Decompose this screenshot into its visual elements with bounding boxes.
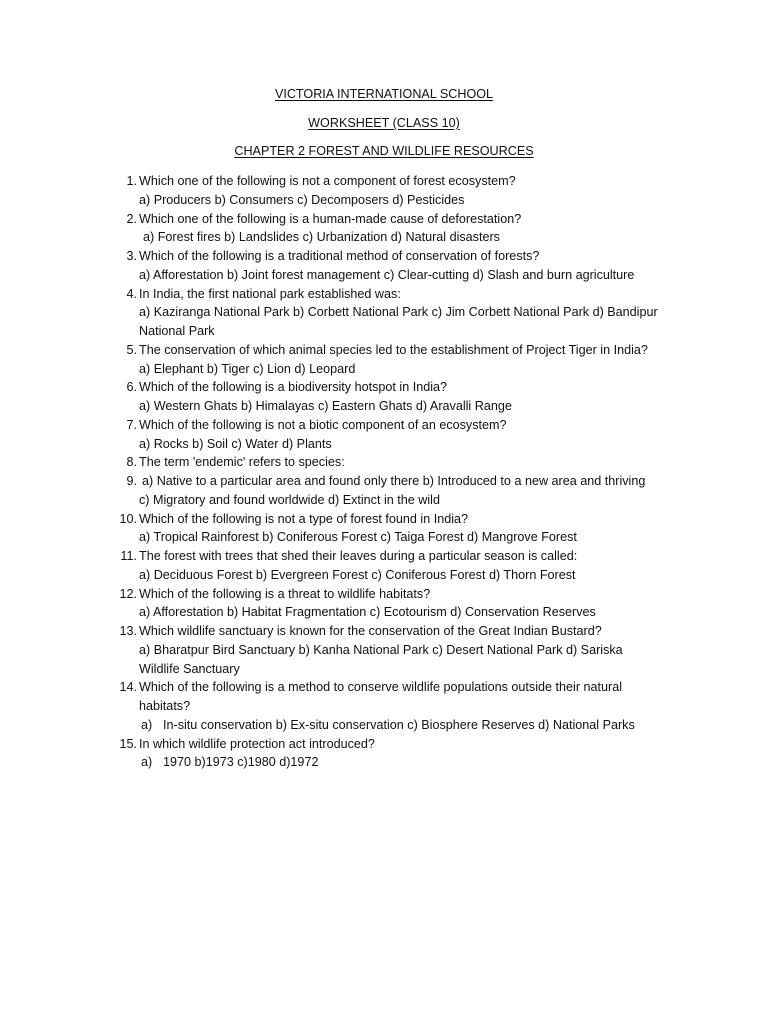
question-number: 7.	[126, 417, 137, 432]
options-text: a) Afforestation b) Habitat Fragmentation c) Ecotourism d) Conservation Reserves	[139, 605, 596, 620]
options-text: a) Kaziranga National Park b) Corbett National Park c) Jim Corbett National Park d) Bandipur	[139, 305, 658, 320]
question-options	[0, 753, 768, 772]
options-text: a) Producers b) Consumers c) Decomposers d) Pesticides	[139, 192, 465, 207]
worksheet-title: WORKSHEET (CLASS 10)	[308, 116, 460, 130]
question-number: 1.	[126, 174, 137, 188]
question-10	[0, 510, 768, 529]
question-text: Which wildlife sanctuary is known for the conservation of the Great Indian Bustard?	[139, 624, 602, 638]
options-text: a) Rocks b) Soil c) Water d) Plants	[139, 436, 332, 451]
question-11	[0, 547, 768, 566]
question-options	[0, 228, 768, 247]
options-text: a) Afforestation b) Joint forest management c) Clear-cutting d) Slash and burn agriculture	[139, 267, 635, 282]
question-13	[0, 622, 768, 641]
question-options	[0, 360, 768, 379]
question-number: 12.	[119, 586, 137, 601]
question-5	[0, 341, 768, 360]
question-text: The term 'endemic' refers to species:	[139, 455, 345, 470]
options-text: a) Elephant b) Tiger c) Lion d) Leopard	[139, 361, 356, 376]
question-options	[0, 641, 768, 660]
question-number: 3.	[126, 249, 137, 263]
question-7	[0, 416, 768, 435]
question-options	[0, 191, 768, 210]
question-1	[0, 172, 768, 191]
question-number: 5.	[126, 342, 137, 357]
question-text: Which of the following is a biodiversity hotspot in India?	[139, 380, 448, 395]
question-options	[0, 266, 768, 285]
question-text: Which one of the following is not a component of forest ecosystem?	[139, 174, 516, 188]
school-name: VICTORIA INTERNATIONAL SCHOOL	[274, 87, 494, 101]
question-12	[0, 585, 768, 604]
options-text: a) Western Ghats b) Himalayas c) Eastern Ghats d) Aravalli Range	[139, 399, 512, 413]
question-options	[0, 566, 768, 585]
options-text: National Park	[139, 324, 215, 338]
option-marker: a)	[141, 755, 153, 770]
question-14	[0, 678, 768, 697]
question-2	[0, 210, 768, 229]
question-text: The conservation of which animal species led to the establishment of Project Tiger in India?	[139, 342, 648, 357]
options-text: a) Deciduous Forest b) Evergreen Forest c) Coniferous Forest d) Thorn Forest	[139, 567, 576, 582]
question-text: Which of the following is a method to conserve wildlife populations outside their natural	[139, 680, 623, 695]
question-text: a) Native to a particular area and found only there b) Introduced to a new area and thriving	[142, 474, 646, 488]
question-number: 10.	[119, 511, 137, 526]
question-options	[0, 716, 768, 735]
question-number: 4.	[126, 286, 137, 301]
question-options	[0, 528, 768, 547]
options-text: c) Migratory and found worldwide d) Extinct in the wild	[139, 492, 440, 507]
chapter-title: CHAPTER 2 FOREST AND WILDLIFE RESOURCES	[234, 144, 534, 158]
question-number: 13.	[119, 624, 137, 638]
question-6	[0, 378, 768, 397]
question-9	[0, 472, 768, 491]
options-text: a) Forest fires b) Landslides c) Urbanization d) Natural disasters	[143, 230, 500, 245]
question-number: 14.	[119, 680, 137, 695]
question-options-continued	[0, 660, 768, 679]
question-text: In India, the first national park established was:	[139, 286, 401, 301]
question-number: 15.	[119, 736, 137, 751]
question-number: 6.	[126, 380, 137, 395]
question-number: 8.	[126, 455, 137, 470]
options-text: 1970 b)1973 c)1980 d)1972	[163, 755, 319, 770]
question-list	[0, 172, 768, 772]
question-8	[0, 453, 768, 472]
options-text: a) Tropical Rainforest b) Coniferous Forest c) Taiga Forest d) Mangrove Forest	[139, 530, 577, 545]
question-text: Which of the following is not a biotic component of an ecosystem?	[139, 417, 507, 432]
question-options	[0, 435, 768, 454]
options-text: Wildlife Sanctuary	[139, 661, 240, 676]
options-text: habitats?	[139, 699, 191, 713]
question-number: 2.	[126, 211, 137, 226]
question-3	[0, 247, 768, 266]
question-text: Which of the following is not a type of forest found in India?	[139, 511, 469, 526]
question-number: 9.	[126, 474, 137, 488]
question-text: In which wildlife protection act introduced?	[139, 736, 375, 751]
question-options	[0, 303, 768, 322]
question-options-continued	[0, 322, 768, 341]
question-options	[0, 603, 768, 622]
question-15	[0, 735, 768, 754]
question-text: The forest with trees that shed their leaves during a particular season is called:	[139, 549, 578, 563]
option-marker: a)	[141, 717, 153, 732]
question-text: Which of the following is a threat to wildlife habitats?	[139, 586, 431, 601]
options-text: a) Bharatpur Bird Sanctuary b) Kanha National Park c) Desert National Park d) Sariska	[139, 642, 623, 657]
question-options	[0, 397, 768, 416]
question-number: 11.	[120, 549, 137, 563]
question-4	[0, 285, 768, 304]
options-text: In-situ conservation b) Ex-situ conservation c) Biosphere Reserves d) National Parks	[163, 717, 635, 732]
question-text: Which one of the following is a human-made cause of deforestation?	[139, 211, 522, 226]
question-text-continued	[0, 697, 768, 716]
question-text: Which of the following is a traditional method of conservation of forests?	[139, 249, 540, 263]
question-options	[0, 491, 768, 510]
